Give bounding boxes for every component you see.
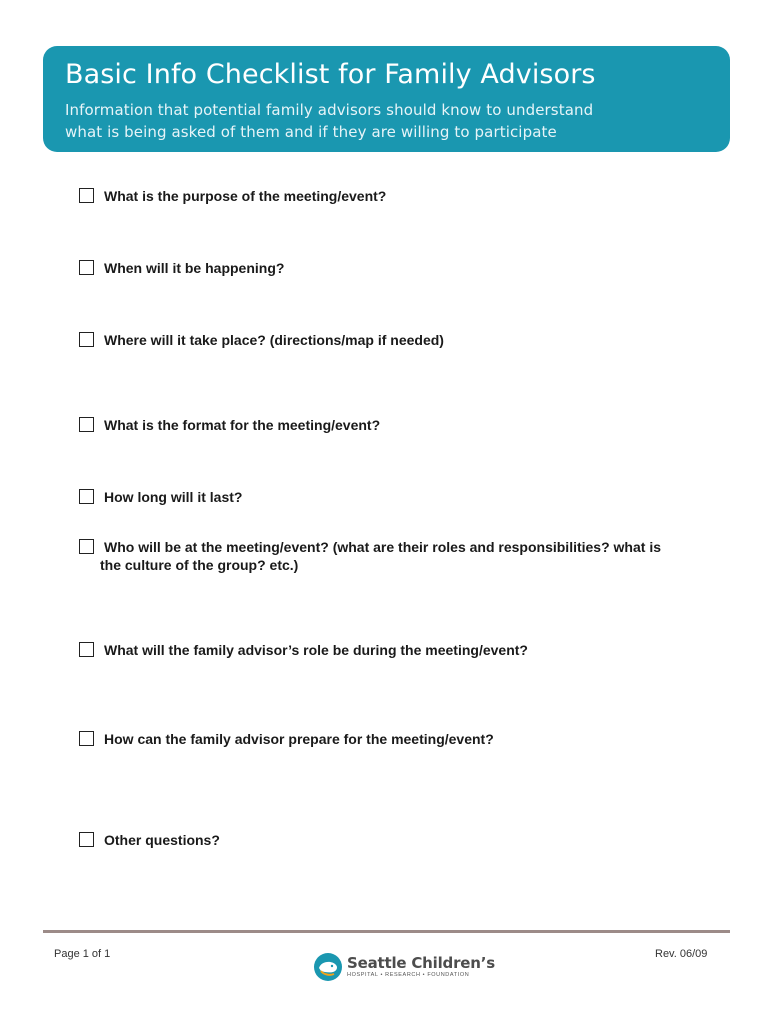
checklist-item-label: What is the format for the meeting/event? — [104, 417, 381, 433]
checklist-item-other — [79, 831, 719, 849]
checkbox[interactable] — [79, 489, 94, 504]
checklist-item-label: How long will it last? — [104, 489, 243, 505]
checklist-item-role — [79, 641, 719, 659]
page-subtitle — [65, 99, 708, 143]
checklist-item-label: What will the family advisor’s role be during the meeting/event? — [104, 642, 528, 658]
seattle-childrens-logo — [313, 952, 495, 982]
logo-name: Seattle Children’s — [347, 954, 495, 972]
checkbox[interactable] — [79, 642, 94, 657]
checklist-item-label: How can the family advisor prepare for the meeting/event? — [104, 731, 494, 747]
checklist-item-when — [79, 259, 719, 277]
checklist-item-label-continued: the culture of the group? etc.) — [100, 557, 299, 573]
page-title: Basic Info Checklist for Family Advisors — [65, 59, 596, 90]
checklist-item-format — [79, 416, 719, 434]
checklist-item-label: What is the purpose of the meeting/event? — [104, 188, 387, 204]
checklist-item-purpose — [79, 187, 719, 205]
checklist-item-where — [79, 331, 719, 349]
footer-divider — [43, 930, 730, 933]
subtitle-line-1: Information that potential family advisors should know to understand — [65, 101, 594, 119]
checkbox[interactable] — [79, 539, 94, 554]
checkbox[interactable] — [79, 332, 94, 347]
checkbox[interactable] — [79, 417, 94, 432]
logo-tagline: HOSPITAL • RESEARCH • FOUNDATION — [347, 972, 470, 978]
checkbox[interactable] — [79, 731, 94, 746]
checklist-item-duration — [79, 488, 719, 506]
checklist-item-prepare — [79, 730, 719, 748]
checklist-item-label: Other questions? — [104, 832, 220, 848]
checkbox[interactable] — [79, 188, 94, 203]
checkbox[interactable] — [79, 260, 94, 275]
checklist-item-label: Who will be at the meeting/event? (what are their roles and responsibilities? what is — [104, 539, 661, 555]
whale-logo-icon — [313, 952, 343, 982]
page-number: Page 1 of 1 — [54, 948, 111, 960]
header-banner — [43, 46, 730, 152]
checklist-item-label: When will it be happening? — [104, 260, 285, 276]
revision-label: Rev. 06/09 — [655, 948, 708, 960]
subtitle-line-2: what is being asked of them and if they are willing to participate — [65, 123, 557, 141]
checklist-item-label: Where will it take place? (directions/map if needed) — [104, 332, 444, 348]
checklist-item-attendees — [79, 538, 719, 574]
checkbox[interactable] — [79, 832, 94, 847]
